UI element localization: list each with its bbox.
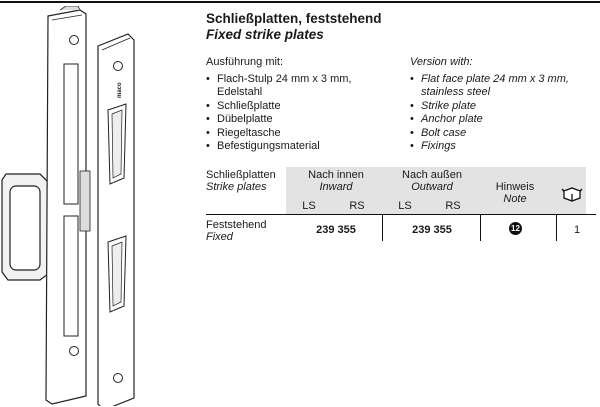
table-divider (556, 215, 557, 241)
top-rule (0, 1, 600, 3)
feature-item: • Flat face plate 24 mm x 3 mm, stainless steel (410, 73, 600, 100)
inward-ls-label: LS (302, 200, 316, 212)
features-heading: Ausführung mit: (206, 56, 284, 68)
note-badge: 12 (509, 222, 522, 235)
feature-item: • Anchor plate (410, 113, 600, 127)
col-strike-plates-header: Schließplatten Strike plates (206, 169, 276, 193)
feature-item: • Schließplatte (206, 100, 396, 114)
features-german (206, 56, 396, 154)
order-table (206, 167, 596, 247)
page-title-english: Fixed strike plates (206, 27, 324, 42)
bolt-case-icon (2, 174, 48, 280)
feature-item: • Bolt case (410, 127, 600, 141)
strike-plate (98, 34, 134, 406)
col-outward-header: Nach außen Outward (402, 169, 462, 193)
feature-item: • Befestigungsmaterial (206, 140, 396, 154)
table-rule (206, 214, 596, 215)
page-title: Schließplatten, feststehend (206, 11, 382, 26)
pack-quantity: 1 (573, 224, 581, 236)
outward-rs-label: RS (445, 200, 461, 212)
strike-plate-illustration (0, 6, 180, 406)
row-fixed-label: Feststehend Fixed (206, 219, 267, 243)
features-english (410, 56, 600, 154)
feature-item: • Flach-Stulp 24 mm x 3 mm, Edelstahl (206, 73, 396, 100)
feature-item: • Fixings (410, 140, 600, 154)
table-divider (480, 215, 481, 241)
face-plate (46, 6, 90, 404)
outward-article-number: 239 355 (412, 224, 452, 236)
inward-article-number: 239 355 (316, 224, 356, 236)
feature-item: • Strike plate (410, 100, 600, 114)
feature-item: • Dübelplatte (206, 113, 396, 127)
features-heading-english: Version with: (410, 56, 473, 68)
feature-item: • Riegeltasche (206, 127, 396, 141)
outward-ls-label: LS (398, 200, 412, 212)
col-inward-header: Nach innen Inward (308, 169, 364, 193)
package-icon (561, 185, 583, 203)
brand-logo: maco (117, 82, 123, 98)
inward-rs-label: RS (349, 200, 365, 212)
col-note-header: Hinweis Note (495, 181, 535, 205)
